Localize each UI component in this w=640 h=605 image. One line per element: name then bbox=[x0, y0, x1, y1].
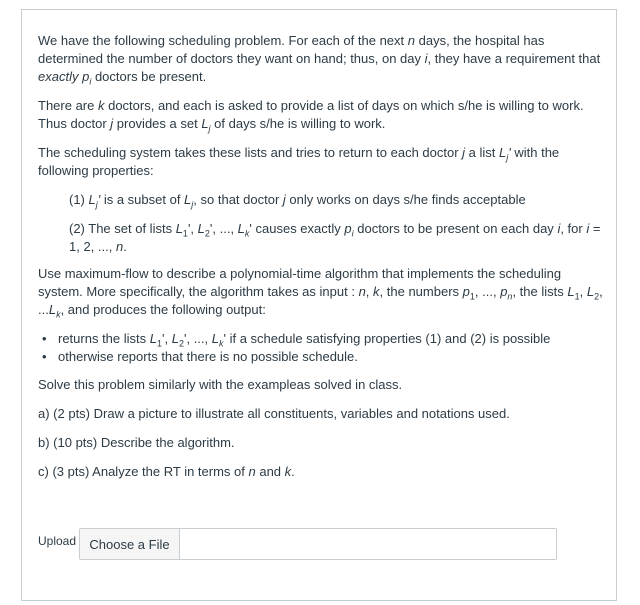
property-1: (1) $L_j'$ is a subset of $L_j$, so that doctor j only works on days s/he finds acceptable bbox=[69, 192, 526, 210]
intro-paragraph: We have the following scheduling problem. For each of the next n days, the hospital has determined the number of doctors they want on hand; thus, on day i, they have a requirement that exactly $p_i$ doctors be present. bbox=[38, 33, 601, 87]
part-a: a) (2 pts) Draw a picture to illustrate all constituents, variables and notations used. bbox=[38, 406, 510, 421]
system-paragraph: The scheduling system takes these lists and tries to return to each doctor j a list $L_j'$ with the following properties: bbox=[38, 145, 560, 178]
doctors-paragraph: There are k doctors, and each is asked to provide a list of days on which s/he is willing to work. Thus doctor j provides a set $L_j$ of days s/he is willing to work. bbox=[38, 98, 584, 134]
file-upload-field[interactable] bbox=[79, 528, 557, 560]
upload-label: Upload bbox=[38, 534, 77, 548]
list-item: • otherwise reports that there is no possible schedule. bbox=[38, 348, 604, 366]
list-item: • returns the lists $L_1'$, $L_2'$, ..., $L_k'$ if a schedule satisfying properties (1) and (2) is possible bbox=[38, 330, 604, 348]
solve-note: Solve this problem similarly with the exampleas solved in class. bbox=[38, 377, 403, 392]
output-list bbox=[38, 330, 604, 366]
question-body bbox=[38, 32, 604, 492]
part-c: c) (3 pts) Analyze the RT in terms of n and k. bbox=[38, 464, 295, 479]
part-b: b) (10 pts) Describe the algorithm. bbox=[38, 435, 235, 450]
maxflow-paragraph: Use maximum-flow to describe a polynomial-time algorithm that implements the scheduling system. More specifically, the algorithm takes as input : n, k, the numbers $p_1$, ..., $p_n$, the lists $L_1$, $L_2$, $...L_k$, and produces the following output: bbox=[38, 266, 603, 320]
property-2: (2) The set of lists $L_1'$, $L_2'$, ..., $L_k'$ causes exactly $p_i$ doctors to be present on each day i, for i = 1, 2, ..., n. bbox=[69, 221, 601, 254]
upload-row bbox=[38, 528, 558, 562]
choose-file-button[interactable]: Choose a File bbox=[80, 529, 180, 559]
